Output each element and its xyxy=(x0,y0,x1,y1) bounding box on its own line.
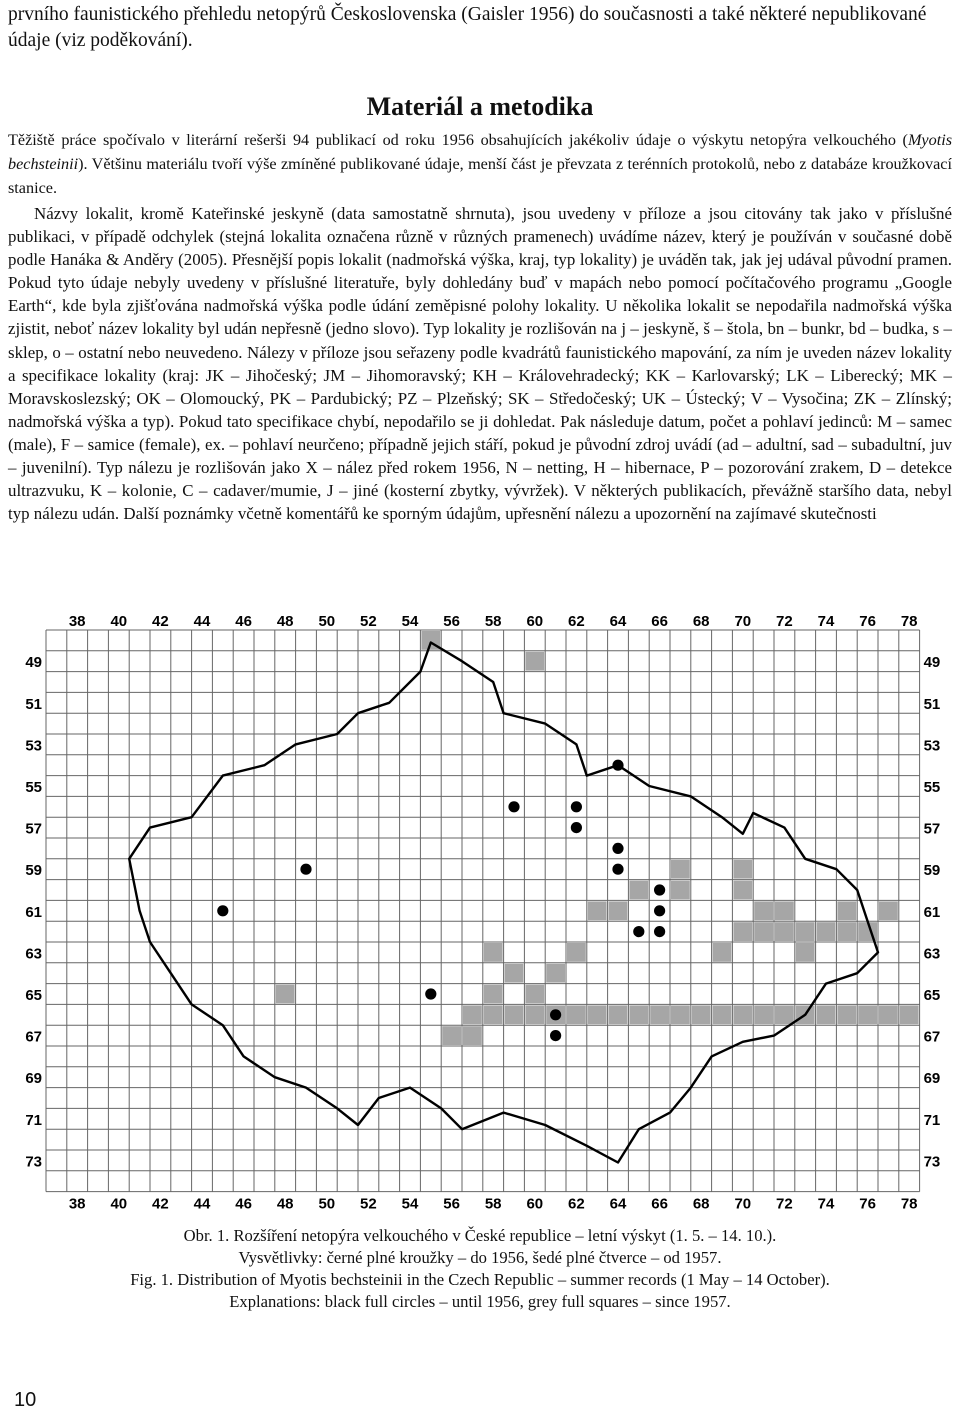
black-dot xyxy=(612,843,623,854)
grey-square xyxy=(775,901,794,920)
grey-square xyxy=(713,1005,732,1024)
grey-square xyxy=(796,943,815,962)
intro-paragraph: prvního faunistického přehledu netopýrů Československa (Gaisler 1956) do současnosti a také některé nepublikované údaje (viz poděkování). xyxy=(8,4,927,51)
x-tick-label-top: 76 xyxy=(859,613,876,630)
grey-square xyxy=(546,964,565,983)
y-tick-label-right: 55 xyxy=(923,779,941,796)
x-tick-label-top: 54 xyxy=(401,613,419,630)
grey-square xyxy=(567,1005,586,1024)
x-tick-label-bottom: 76 xyxy=(859,1195,876,1213)
grey-square xyxy=(733,922,752,941)
x-tick-label-top: 66 xyxy=(651,613,668,630)
black-dot xyxy=(571,822,582,833)
grey-square xyxy=(505,964,524,983)
black-dot xyxy=(654,926,665,937)
grey-square xyxy=(754,1005,773,1024)
grey-square xyxy=(276,985,295,1004)
grey-square xyxy=(796,922,815,941)
black-dot xyxy=(654,905,665,916)
y-tick-label-left: 53 xyxy=(25,737,42,755)
x-tick-label-top: 72 xyxy=(776,613,793,630)
y-tick-label-left: 55 xyxy=(25,779,42,796)
grey-square xyxy=(733,881,752,900)
y-tick-label-right: 65 xyxy=(923,987,941,1004)
grey-square xyxy=(567,943,586,962)
y-tick-label-left: 61 xyxy=(25,903,42,921)
x-tick-label-bottom: 60 xyxy=(526,1195,544,1213)
x-tick-label-top: 78 xyxy=(900,613,918,630)
x-tick-label-top: 68 xyxy=(692,613,710,630)
x-tick-label-top: 60 xyxy=(526,613,544,630)
grey-square xyxy=(484,943,503,962)
grey-square xyxy=(609,1005,628,1024)
y-tick-label-left: 49 xyxy=(25,654,42,672)
grey-square xyxy=(463,1026,482,1045)
section-heading: Materiál a metodika xyxy=(366,92,594,121)
x-tick-label-bottom: 56 xyxy=(443,1195,460,1213)
grey-square xyxy=(671,881,690,900)
y-tick-label-right: 61 xyxy=(923,903,941,921)
x-tick-label-top: 42 xyxy=(152,613,169,630)
x-tick-label-bottom: 78 xyxy=(900,1195,918,1213)
y-tick-label-right: 59 xyxy=(923,862,941,880)
y-tick-label-right: 51 xyxy=(923,695,941,713)
caption-en-line2: Explanations: black full circles – until 1956, grey full squares – since 1957. xyxy=(229,1292,731,1311)
grey-square xyxy=(879,901,898,920)
x-tick-label-bottom: 68 xyxy=(692,1195,710,1213)
black-dot xyxy=(571,801,582,812)
y-tick-label-left: 65 xyxy=(25,987,42,1004)
grey-square xyxy=(463,1005,482,1024)
x-tick-label-top: 70 xyxy=(734,613,752,630)
black-dot xyxy=(654,884,665,895)
species-name: Myotis bechsteinii xyxy=(8,131,952,173)
black-dot xyxy=(425,988,436,999)
y-tick-label-left: 69 xyxy=(25,1070,42,1088)
grey-square xyxy=(588,1005,607,1024)
grey-square xyxy=(879,1005,898,1024)
x-tick-label-bottom: 42 xyxy=(152,1195,169,1213)
grey-square xyxy=(525,985,544,1004)
caption-en-line1: Fig. 1. Distribution of Myotis bechsteinii in the Czech Republic – summer records (1 May – 14 October). xyxy=(130,1270,830,1289)
grey-square xyxy=(525,1005,544,1024)
grey-square xyxy=(837,922,856,941)
y-tick-label-left: 73 xyxy=(25,1153,42,1171)
x-tick-label-top: 58 xyxy=(484,613,502,630)
x-tick-label-bottom: 50 xyxy=(318,1195,336,1213)
x-tick-label-bottom: 54 xyxy=(401,1195,419,1213)
black-dot xyxy=(633,926,644,937)
grey-square xyxy=(713,943,732,962)
methods-paragraph-2: Názvy lokalit, kromě Kateřinské jeskyně (data samostatně shrnuta), jsou uvedeny v příloze a jsou citovány tak jako v příslušné publikaci, v případě odchylek (stejná lokalita označena různě v různých pramenech) uvádíme název, který je používán v současné době podle Hanáka & Anděry (2005). Přesnější popis lokalit (nadmořská výška, kraj, typ lokality) je uváděn tak, jak jej udával původní pramen. Pokud tyto údaje nebyly uvedeny v příslušné literatuře, byly dohledány buď v mapách nebo pomocí počítačového programu „Google Earth“, kde byla zjišťována nadmořská výška podle údání zeměpisné polohy lokality. U několika lokalit se nepodařila nadmořská výška zjistit, neboť název lokality byl udán nepřesně (jedno slovo). Typ lokality je rozlišován na j – jeskyně, š – štola, bn – bunkr, bd – budka, s – sklep, o – ostatní nebo neuvedeno. Nálezy v příloze jsou seřazeny podle kvadrátů faunistického mapování, za ním je uveden název lokality a specifikace lokality (kraj: JK – Jihočeský; JM – Jihomoravský; KH – Královehradecký; KK – Karlovarský; LK – Liberecký; MK – Moravskoslezský; OK – Olomoucký, PK – Pardubický; PZ – Plzeňský; SK – Středočeský; UK – Ústecký; V – Vysočina; ZK – Zlínský; nadmořská výška a typ). Pokud tato specifikace chybí, nepodařilo se ji dohledat. Pak následuje datum, počet a pohlaví jedinců: M – samec (male), F – samice (female), ex. – pohlaví neurčeno; případně jejich stáří, pokud je původní zdroj uvádí (ad – adultní, sad – subadultní, juv – juvenilní). Typ nálezu je rozlišován jako X – nález před rokem 1956, N – netting, H – hibernace, P – pozorování zrakem, D – detekce ultrazvuku, K – kolonie, C – cadaver/mumie, J – jiné (kosterní zbytky, vývržek). V některých publikacích, převážně staršího data, nebyl typ nálezu udán. Další poznámky včetně komentářů ke sporným údajům, upřesnění nálezu a upozornění na zajímavé skutečnosti xyxy=(8,204,952,524)
x-tick-label-top: 64 xyxy=(609,613,627,630)
grey-square xyxy=(588,901,607,920)
para1-pre: Těžiště práce spočívalo v literární rešerši 94 publikací od roku 1956 obsahujících jakékoliv údaje o výskytu netopýra velkouchého ( xyxy=(8,131,908,149)
black-dot xyxy=(612,864,623,875)
y-tick-label-left: 63 xyxy=(25,945,42,963)
black-dot xyxy=(550,1030,561,1041)
x-tick-label-top: 40 xyxy=(110,613,128,630)
x-tick-label-top: 56 xyxy=(443,613,460,630)
distribution-map xyxy=(22,610,942,1213)
grey-square xyxy=(629,881,648,900)
y-tick-label-left: 71 xyxy=(25,1111,42,1129)
y-tick-label-right: 53 xyxy=(923,737,941,755)
x-tick-label-top: 50 xyxy=(318,613,336,630)
x-tick-label-bottom: 44 xyxy=(193,1195,211,1213)
y-tick-label-right: 57 xyxy=(923,820,941,838)
x-tick-label-top: 44 xyxy=(193,613,211,630)
y-tick-label-right: 71 xyxy=(923,1111,941,1129)
grey-square xyxy=(900,1005,919,1024)
grey-square xyxy=(609,901,628,920)
black-dot xyxy=(550,1009,561,1020)
y-tick-label-left: 51 xyxy=(25,695,42,713)
x-tick-label-top: 48 xyxy=(276,613,294,630)
black-dot xyxy=(300,864,311,875)
x-tick-label-bottom: 62 xyxy=(568,1195,585,1213)
figure-caption xyxy=(0,1225,960,1313)
grey-square xyxy=(484,985,503,1004)
y-tick-label-left: 57 xyxy=(25,820,42,838)
x-tick-label-bottom: 66 xyxy=(651,1195,668,1213)
y-tick-label-right: 73 xyxy=(923,1153,941,1171)
grey-square xyxy=(505,1005,524,1024)
caption-cz-line2: Vysvětlivky: černé plné kroužky – do 1956, šedé plné čtverce – od 1957. xyxy=(238,1248,722,1267)
grey-square xyxy=(629,1005,648,1024)
x-tick-label-bottom: 70 xyxy=(734,1195,752,1213)
grey-square xyxy=(754,901,773,920)
black-dot xyxy=(508,801,519,812)
x-tick-label-bottom: 38 xyxy=(68,1195,86,1213)
x-tick-label-bottom: 52 xyxy=(360,1195,377,1213)
x-tick-label-top: 62 xyxy=(568,613,585,630)
x-tick-label-bottom: 74 xyxy=(817,1195,835,1213)
y-tick-label-right: 49 xyxy=(923,654,941,672)
grey-square xyxy=(837,901,856,920)
x-tick-label-bottom: 64 xyxy=(609,1195,627,1213)
grey-square xyxy=(733,1005,752,1024)
x-tick-label-bottom: 48 xyxy=(276,1195,294,1213)
x-tick-label-bottom: 58 xyxy=(484,1195,502,1213)
y-tick-label-left: 67 xyxy=(25,1028,42,1046)
caption-cz-line1: Obr. 1. Rozšíření netopýra velkouchého v České republice – letní výskyt (1. 5. – 14. 10.). xyxy=(183,1226,777,1245)
black-dot xyxy=(612,760,623,771)
methods-paragraph-1 xyxy=(8,128,952,200)
y-tick-label-right: 69 xyxy=(923,1070,941,1088)
grey-square xyxy=(525,652,544,671)
x-tick-label-top: 52 xyxy=(360,613,377,630)
y-tick-label-left: 59 xyxy=(25,862,42,880)
grey-square xyxy=(817,922,836,941)
grey-square xyxy=(671,1005,690,1024)
grey-square xyxy=(692,1005,711,1024)
grey-square xyxy=(484,1005,503,1024)
x-tick-label-bottom: 72 xyxy=(776,1195,793,1213)
y-tick-label-right: 67 xyxy=(923,1028,941,1046)
grey-square xyxy=(733,860,752,879)
grey-square xyxy=(442,1026,461,1045)
x-tick-label-top: 38 xyxy=(68,613,86,630)
y-tick-label-right: 63 xyxy=(923,945,941,963)
grey-square xyxy=(858,1005,877,1024)
x-tick-label-top: 74 xyxy=(817,613,835,630)
x-tick-label-top: 46 xyxy=(235,613,252,630)
black-dot xyxy=(217,905,228,916)
grey-square xyxy=(671,860,690,879)
grey-square xyxy=(775,1005,794,1024)
grey-square xyxy=(837,1005,856,1024)
page-number: 10 xyxy=(14,1389,37,1411)
para1-post: ). Většinu materiálu tvoří výše zmíněné publikované údaje, menší část je převzata z terénních protokolů, nebo z databáze kroužkovací stanice. xyxy=(8,155,952,197)
x-tick-label-bottom: 40 xyxy=(110,1195,128,1213)
grey-square xyxy=(650,1005,669,1024)
grey-square xyxy=(754,922,773,941)
x-tick-label-bottom: 46 xyxy=(235,1195,252,1213)
grey-square xyxy=(817,1005,836,1024)
grey-square xyxy=(775,922,794,941)
